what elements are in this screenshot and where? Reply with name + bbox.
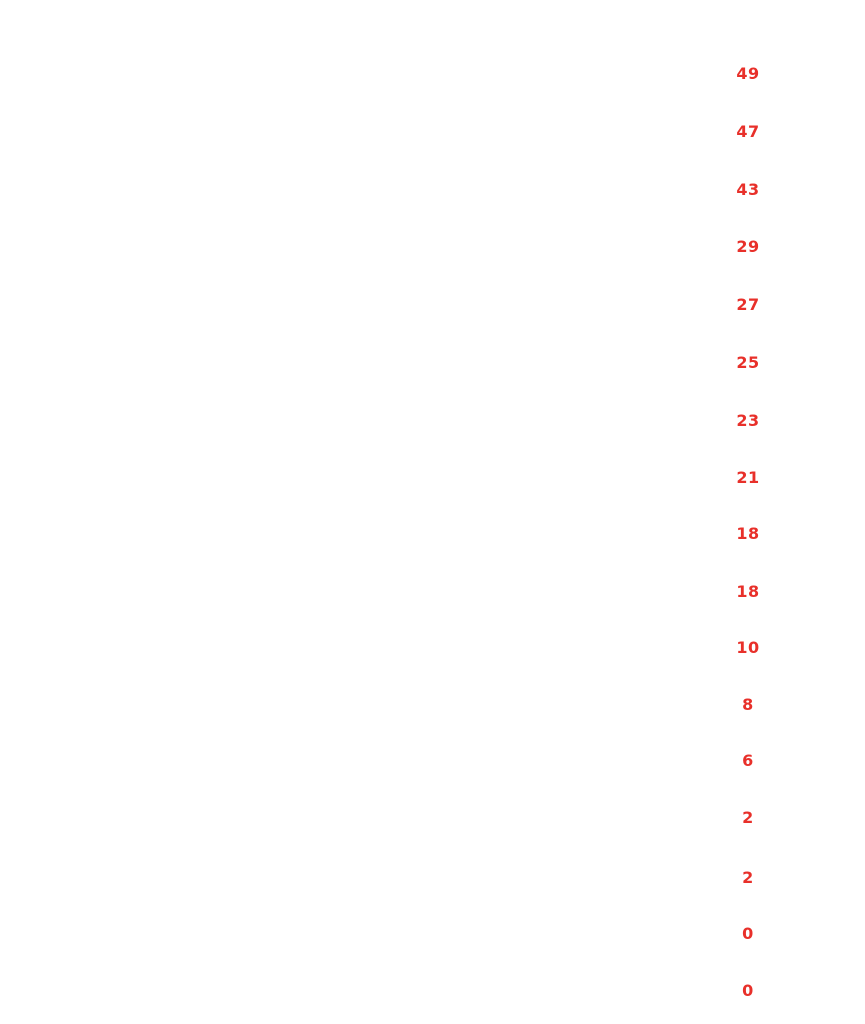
score-value-5: 27 — [736, 295, 760, 314]
score-value-4: 29 — [736, 237, 760, 256]
score-value-7: 23 — [736, 411, 760, 430]
score-value-1: 49 — [736, 64, 760, 83]
score-value-13: 6 — [742, 751, 754, 770]
score-value-11: 10 — [736, 638, 760, 657]
score-value-14: 2 — [742, 808, 754, 827]
score-value-8: 21 — [736, 468, 760, 487]
score-value-6: 25 — [736, 353, 760, 372]
score-value-3: 43 — [736, 180, 760, 199]
score-value-15: 2 — [742, 868, 754, 887]
score-value-9: 18 — [736, 524, 760, 543]
score-value-10: 18 — [736, 582, 760, 601]
score-value-12: 8 — [742, 695, 754, 714]
score-value-16: 0 — [742, 924, 754, 943]
score-value-17: 0 — [742, 981, 754, 1000]
score-value-2: 47 — [736, 122, 760, 141]
